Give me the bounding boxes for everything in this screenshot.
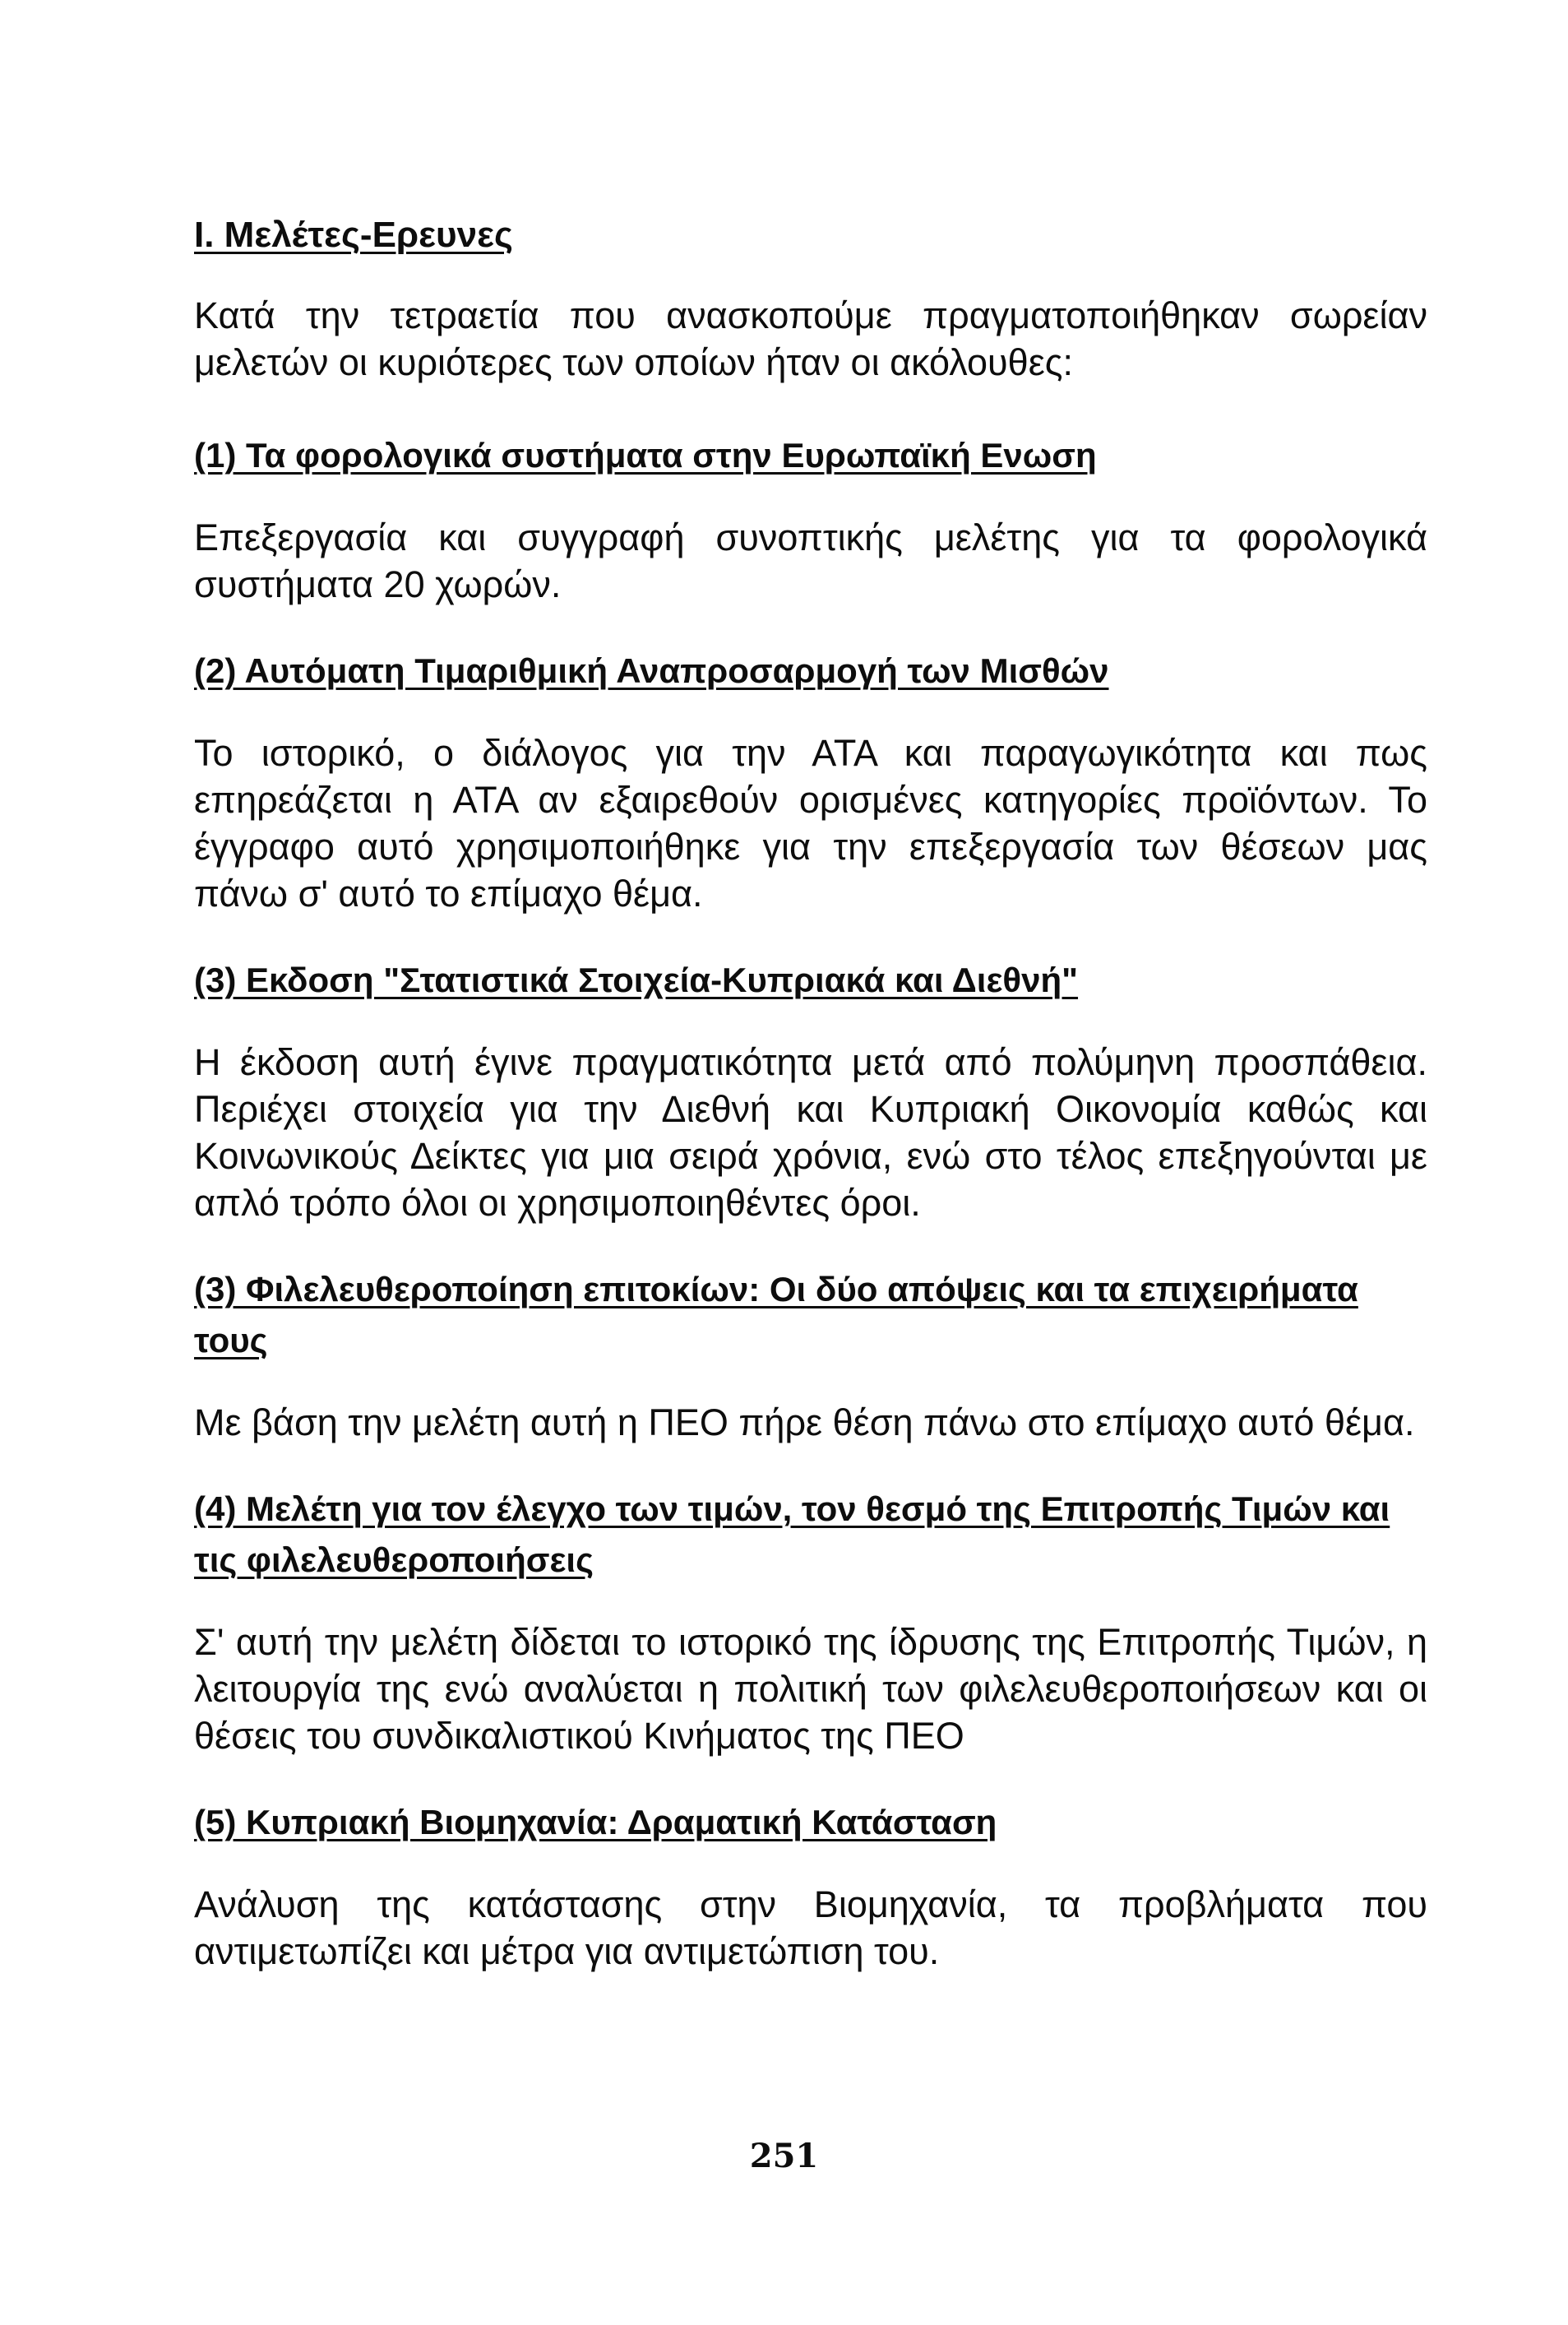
section-4 [194, 1264, 1427, 1446]
section-heading: (3) Φιλελευθεροποίηση επιτοκίων: Οι δύο απόψεις και τα επιχειρήματα τους [194, 1270, 1358, 1359]
section-heading: (3) Εκδοση "Στατιστικά Στοιχεία-Κυπριακά και Διεθνή" [194, 961, 1079, 999]
section-5 [194, 1484, 1427, 1759]
section-1 [194, 430, 1427, 608]
section-6 [194, 1797, 1427, 1975]
section-heading: (5) Κυπριακή Βιομηχανία: Δραματική Κατάσταση [194, 1803, 997, 1841]
section-3 [194, 955, 1427, 1226]
section-body: Με βάση την μελέτη αυτή η ΠΕΟ πήρε θέση πάνω στο επίμαχο αυτό θέμα. [194, 1401, 1415, 1443]
section-2 [194, 646, 1427, 917]
section-body: Σ' αυτή την μελέτη δίδεται το ιστορικό της ίδρυσης της Επιτροπής Τιμών, η λειτουργία της ενώ αναλύεται η πολιτική των φιλελευθεροποιήσεων και οι θέσεις του συνδικαλιστικού Κινήματος της ΠΕΟ [194, 1621, 1427, 1757]
intro-paragraph: Κατά την τετραετία που ανασκοπούμε πραγματοποιήθηκαν σωρείαν μελετών οι κυριότερες των οποίων ήταν οι ακόλουθες: [194, 294, 1427, 383]
page-number: 251 [749, 2137, 819, 2175]
page-title: Ι. Μελέτες-Ερευνες [194, 215, 513, 255]
section-body: Η έκδοση αυτή έγινε πραγματικότητα μετά από πολύμηνη προσπάθεια. Περιέχει στοιχεία για την Διεθνή και Κυπριακή Οικονομία καθώς και Κοινωνικούς Δείκτες για μια σειρά χρόνια, ενώ στο τέλος επεξηγούνται με απλό τρόπο όλοι οι χρησιμοποιηθέντες όροι. [194, 1041, 1427, 1224]
section-heading: (1) Τα φορολογικά συστήματα στην Ευρωπαϊκή Ενωση [194, 436, 1097, 475]
section-body: Το ιστορικό, ο διάλογος για την ΑΤΑ και παραγωγικότητα και πως επηρεάζεται η ΑΤΑ αν εξαιρεθούν ορισμένες κατηγορίες προϊόντων. Το έγγραφο αυτό χρησιμοποιήθηκε για την επεξεργασία των θέσεων μας πάνω σ' αυτό το επίμαχο θέμα. [194, 732, 1427, 915]
section-heading: (4) Μελέτη για τον έλεγχο των τιμών, τον θεσμό της Επιτροπής Τιμών και τις φιλελευθεροποιήσεις [194, 1489, 1390, 1579]
document-page [194, 210, 1427, 2012]
section-body: Επεξεργασία και συγγραφή συνοπτικής μελέτης για τα φορολογικά συστήματα 20 χωρών. [194, 516, 1427, 605]
section-body: Ανάλυση της κατάστασης στην Βιομηχανία, τα προβλήματα που αντιμετωπίζει και μέτρα για αντιμετώπιση του. [194, 1883, 1427, 1972]
section-heading: (2) Αυτόματη Τιμαριθμική Αναπροσαρμογή των Μισθών [194, 651, 1109, 690]
